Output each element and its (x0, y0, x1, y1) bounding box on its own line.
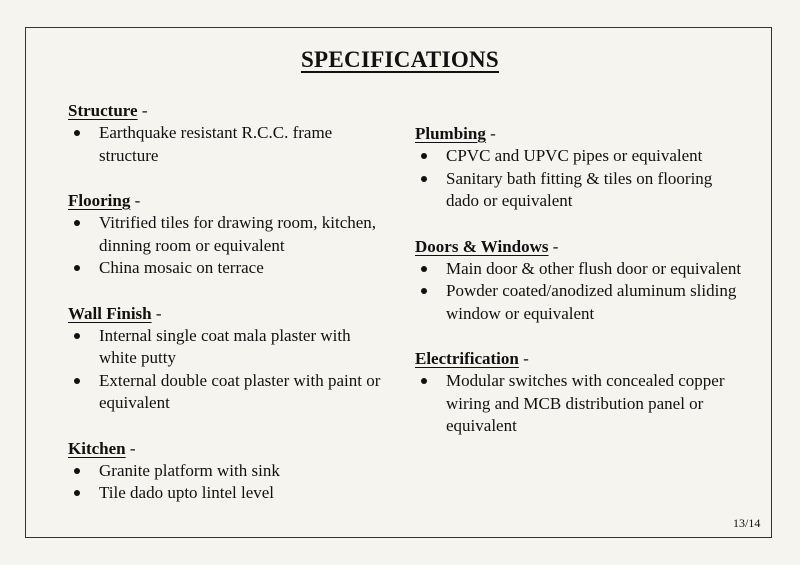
section-heading (415, 235, 745, 258)
list-item-text: Modular switches with concealed copper wiring and MCB distribution panel or equivalent (446, 371, 725, 435)
section-heading-text: Flooring (68, 191, 131, 210)
section-heading-suffix: - (485, 124, 496, 143)
spec-list (415, 370, 745, 438)
page-number: 13/14 (733, 516, 761, 530)
bullet-icon (421, 288, 427, 294)
section-heading-text: Plumbing (415, 124, 486, 143)
section-heading-suffix: - (151, 303, 162, 323)
spec-list (68, 325, 388, 415)
bullet-icon (421, 176, 427, 182)
list-item (415, 280, 745, 325)
list-item-text: External double coat plaster with paint or equivalent (99, 370, 381, 412)
section-heading-suffix: - (548, 236, 559, 256)
section-flooring (68, 189, 388, 280)
bullet-icon (74, 333, 80, 339)
section-heading-text: Doors & Windows (415, 236, 549, 256)
spec-list (68, 460, 388, 505)
section-heading (68, 302, 388, 325)
page-title (0, 47, 800, 73)
list-item (415, 168, 745, 213)
list-item-text: Tile dado upto lintel level (99, 483, 275, 502)
section-heading-suffix: - (137, 101, 148, 120)
section-electrification (415, 347, 745, 438)
section-plumbing (415, 122, 745, 213)
list-item-text: Internal single coat mala plaster with white putty (99, 325, 351, 367)
bullet-icon (421, 266, 427, 272)
spec-list (68, 122, 388, 167)
list-item-text: Sanitary bath fitting & tiles on flooring dado or equivalent (446, 168, 713, 210)
list-item-text: Granite platform with sink (99, 460, 280, 480)
section-heading (68, 437, 388, 460)
section-structure (68, 99, 388, 167)
list-item-text: Main door & other flush door or equivalent (446, 258, 742, 278)
list-item (68, 460, 388, 483)
list-item (415, 370, 745, 438)
bullet-icon (421, 378, 427, 384)
section-heading (68, 189, 388, 212)
section-doors-windows (415, 235, 745, 326)
left-column (68, 99, 388, 527)
list-item (68, 122, 388, 167)
section-heading-suffix: - (518, 349, 529, 368)
bullet-icon (74, 468, 80, 474)
bullet-icon (74, 265, 80, 271)
bullet-icon (421, 153, 427, 159)
list-item (415, 145, 745, 168)
bullet-icon (74, 490, 80, 496)
spec-list (68, 212, 388, 280)
page-title-text: SPECIFICATIONS (300, 47, 500, 72)
list-item (68, 482, 388, 505)
section-heading (68, 99, 388, 122)
section-kitchen (68, 437, 388, 505)
section-heading-suffix: - (130, 191, 141, 210)
list-item (68, 257, 388, 280)
section-wall-finish (68, 302, 388, 415)
bullet-icon (74, 220, 80, 226)
bullet-icon (74, 378, 80, 384)
list-item-text: China mosaic on terrace (99, 258, 264, 277)
list-item-text: Earthquake resistant R.C.C. frame structure (99, 123, 333, 165)
list-item-text: CPVC and UPVC pipes or equivalent (446, 146, 703, 165)
list-item (68, 325, 388, 370)
section-heading-text: Wall Finish (68, 303, 152, 323)
list-item (68, 212, 388, 257)
section-heading-suffix: - (125, 438, 136, 458)
section-heading-text: Kitchen (68, 438, 126, 458)
bullet-icon (74, 130, 80, 136)
spec-list (415, 258, 745, 326)
list-item (68, 370, 388, 415)
section-heading (415, 347, 745, 370)
spec-list (415, 145, 745, 213)
section-heading-text: Electrification (415, 349, 519, 368)
list-item-text: Vitrified tiles for drawing room, kitchen, dinning room or equivalent (99, 213, 377, 255)
section-heading (415, 122, 745, 145)
right-column (415, 122, 745, 460)
list-item-text: Powder coated/anodized aluminum sliding window or equivalent (446, 281, 737, 323)
list-item (415, 258, 745, 281)
section-heading-text: Structure (68, 101, 138, 120)
